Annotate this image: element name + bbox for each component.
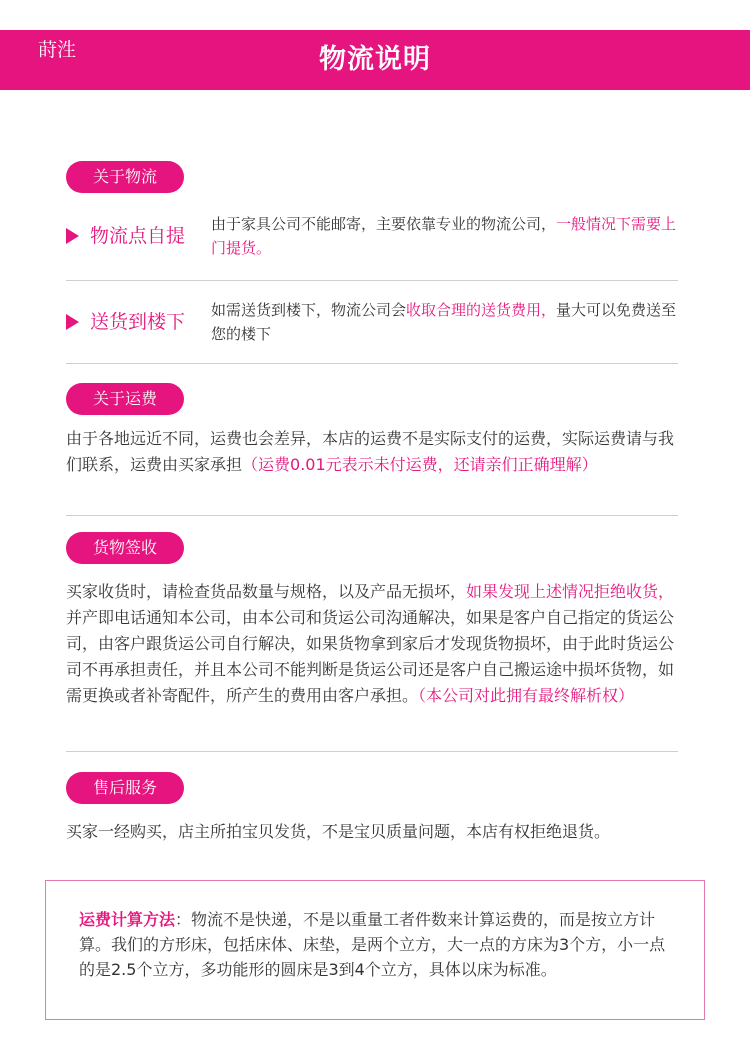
section-pill-after-sales: 售后服务: [66, 772, 184, 804]
section-pill-logistics: 关于物流: [66, 161, 184, 193]
signing-text-continued: 并产即电话通知本公司，由本公司和货运公司沟通解决，如果是客户自己指定的货运公司，由客户跟货运公司自行解决，如果货物拿到家后才发现货物损坏，由于此时货运公司不再承担责任，并且本公司不能判断是货运公司还是客户自己搬运途中损坏货物，如需更换或者补寄配件，所产生的费用由客户承担。: [66, 608, 675, 705]
desc-highlight: 收取合理的送货费用，: [406, 301, 557, 319]
freight-calculation-label: 运费计算方法: [79, 910, 176, 929]
header-bar: [0, 30, 750, 90]
desc-text: 如需送货到楼下，物流公司会: [211, 301, 407, 319]
signing-paragraph: [66, 579, 680, 709]
logistics-item-desc: [211, 298, 679, 346]
page-title: 物流说明: [319, 44, 431, 75]
desc-text: 由于家具公司不能邮寄，主要依靠专业的物流公司，: [211, 215, 557, 233]
freight-paragraph: [66, 426, 680, 478]
divider: [66, 515, 678, 516]
triangle-right-icon: [66, 314, 79, 330]
section-pill-signing: 货物签收: [66, 532, 184, 564]
logistics-item-title: 送货到楼下: [90, 311, 186, 333]
freight-calculation-text: [79, 907, 675, 982]
logistics-item-title: 物流点自提: [90, 225, 186, 247]
logistics-item-delivery: [66, 295, 678, 351]
section-pill-freight: 关于运费: [66, 383, 184, 415]
desc-tail: 量大可以免费送至您的楼下: [211, 301, 677, 343]
divider: [66, 363, 678, 364]
freight-calculation-body: ：物流不是快递，不是以重量工者件数来计算运费的，而是按立方计算。我们的方形床，包括床体、床垫，是两个立方，大一点的方床为3个方，小一点的是2.5个立方，多功能形的圆床是3到4个立方，具体以床为标准。: [79, 910, 666, 979]
triangle-right-icon: [66, 228, 79, 244]
brand-name[interactable]: 莳泩: [38, 39, 77, 61]
after-sales-paragraph: 买家一经购买，店主所拍宝贝发货，不是宝贝质量问题，本店有权拒绝退货。: [66, 822, 611, 841]
freight-calculation-box: [45, 880, 705, 1020]
logistics-item-pickup: [66, 209, 678, 265]
divider: [66, 280, 678, 281]
signing-disclaimer: （本公司对此拥有最终解析权）: [418, 686, 635, 705]
freight-text: 由于各地远近不同，运费也会差异，本店的运费不是实际支付的运费，实际运费请与我们联系，运费由买家承担: [66, 429, 675, 474]
divider: [66, 751, 678, 752]
desc-highlight: 一般情况下需要上门提货。: [211, 215, 677, 257]
logistics-item-desc: [211, 212, 679, 260]
signing-highlight: 如果发现上述情况拒绝收货，: [466, 582, 675, 601]
signing-text: 买家收货时，请检查货品数量与规格，以及产品无损坏，: [66, 582, 467, 601]
freight-highlight: （运费0.01元表示未付运费，还请亲们正确理解）: [242, 455, 598, 474]
